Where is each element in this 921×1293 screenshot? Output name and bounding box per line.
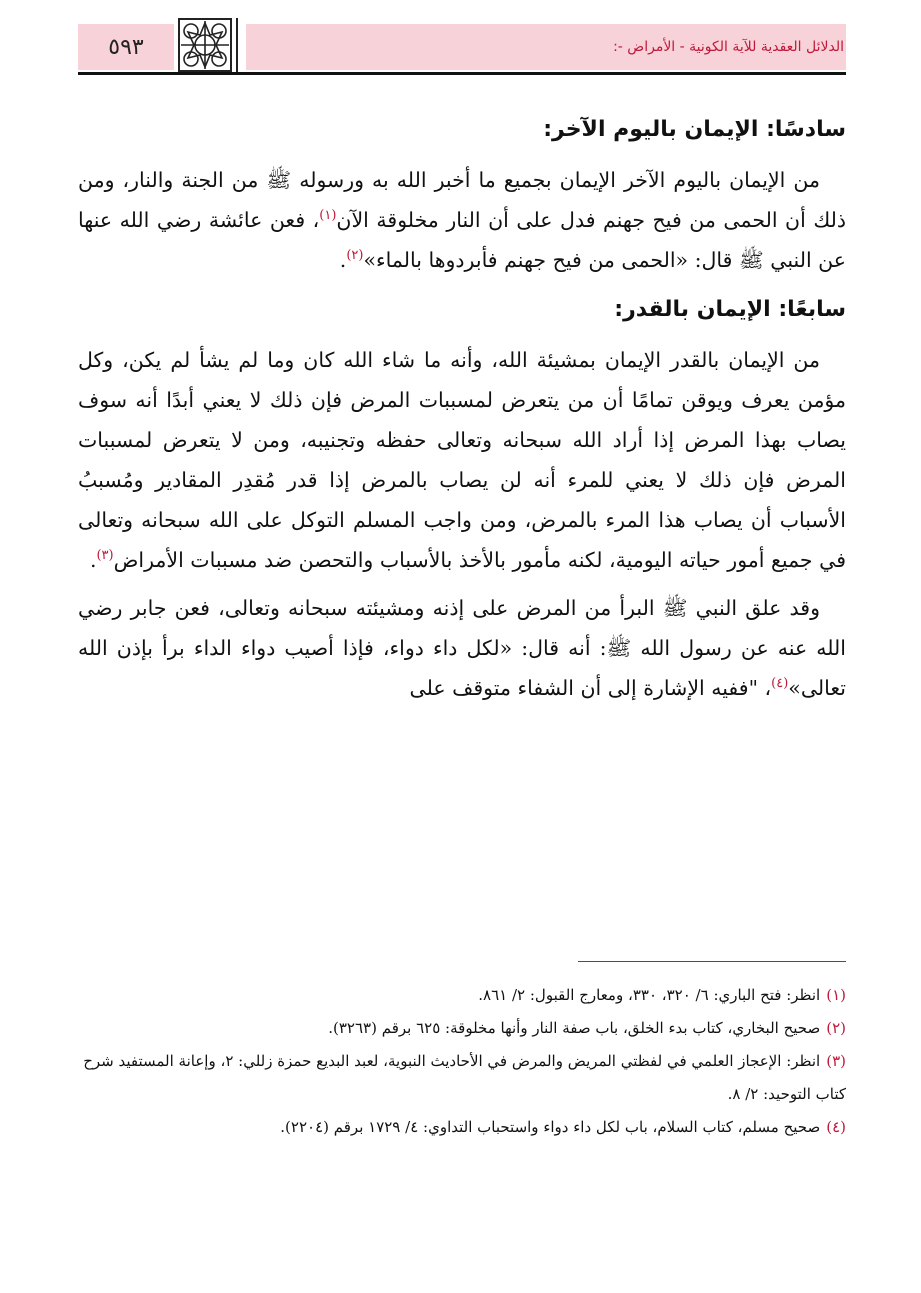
header-separator bbox=[236, 18, 238, 72]
running-title: الدلائل العقدية للآية الكونية - الأمراض -: bbox=[613, 39, 844, 55]
main-text bbox=[78, 108, 846, 708]
islamic-star-ornament-icon bbox=[178, 18, 232, 72]
footnotes bbox=[78, 979, 846, 1144]
paragraph: من الإيمان بالقدر الإيمان بمشيئة الله، وأنه ما شاء الله كان وما لم يشأ لم يكن، وكل مؤمن يعرف ويوقن تمامًا أن من يتعرض لمسببات المرض فإن ذلك لا يعني أبدًا أنه سوف يصاب بهذا المرض إذا أراد الله سبحانه وتعالى حفظه وتجنيبه، ومن لا يتعرض لمسببات المرض فإن ذلك لا يعني للمرء أنه لن يصاب بالمرض إذا قدر مُقدِر المقادير ومُسببُ الأسباب أن يصاب هذا المرء بالمرض، ومن واجب المسلم التوكل على الله سبحانه وتعالى في جميع أمور حياته اليومية، لكنه مأمور بالأخذ بالأسباب والتحصن ضد مسببات الأمراض$^{(٣)}$. bbox=[78, 348, 846, 572]
footnote-ref[interactable]: (٤) bbox=[771, 676, 789, 692]
running-title-bar bbox=[246, 24, 846, 70]
section-heading-seventh: سابعًا: الإيمان بالقدر: bbox=[614, 297, 846, 322]
footnote-ref[interactable]: (١) bbox=[319, 208, 337, 224]
footnote: (٢)صحيح البخاري، كتاب بدء الخلق، باب صفة النار وأنها مخلوقة: ٦٢٥ برقم (٣٢٦٣). bbox=[328, 1019, 846, 1037]
footnote: (٤)صحيح مسلم، كتاب السلام، باب لكل داء دواء واستحباب التداوي: ٤/ ١٧٢٩ برقم (٢٢٠٤). bbox=[280, 1118, 846, 1136]
footnote-separator bbox=[578, 961, 846, 962]
page-header bbox=[78, 14, 846, 72]
footnote-ref[interactable]: (٣) bbox=[96, 548, 114, 564]
header-rule bbox=[78, 72, 846, 75]
footnote: (١)انظر: فتح الباري: ٦/ ٣٢٠، ٣٣٠، ومعارج القبول: ٢/ ٨٦١. bbox=[478, 986, 846, 1004]
footnote-ref[interactable]: (٢) bbox=[346, 248, 364, 264]
footnote: (٣)انظر: الإعجاز العلمي في لفظتي المريض والمرض في الأحاديث النبوية، لعبد البديع حمزة زللي: ٢، وإعانة المستفيد شرح كتاب التوحيد: ٢/ ٨. bbox=[83, 1052, 846, 1103]
paragraph: من الإيمان باليوم الآخر الإيمان بجميع ما أخبر الله به ورسوله ﷺ من الجنة والنار، ومن ذلك أن الحمى من فيح جهنم فدل على أن النار مخلوقة الآن$^{(١)}$، فعن عائشة رضي الله عنها عن النبي ﷺ قال: «الحمى من فيح جهنم فأبردوها بالماء»$^{(٢)}$. bbox=[78, 168, 846, 272]
paragraph: وقد علق النبي ﷺ البرأ من المرض على إذنه ومشيئته سبحانه وتعالى، فعن جابر رضي الله عنه عن رسول الله ﷺ: أنه قال: «لكل داء دواء، فإذا أصيب دواء الداء برأ بإذن الله تعالى»$^{(٤)}$، "ففيه الإشارة إلى أن الشفاء متوقف على bbox=[78, 596, 846, 700]
section-heading-sixth: سادسًا: الإيمان باليوم الآخر: bbox=[543, 117, 846, 142]
page-number: ٥٩٣ bbox=[78, 24, 174, 70]
